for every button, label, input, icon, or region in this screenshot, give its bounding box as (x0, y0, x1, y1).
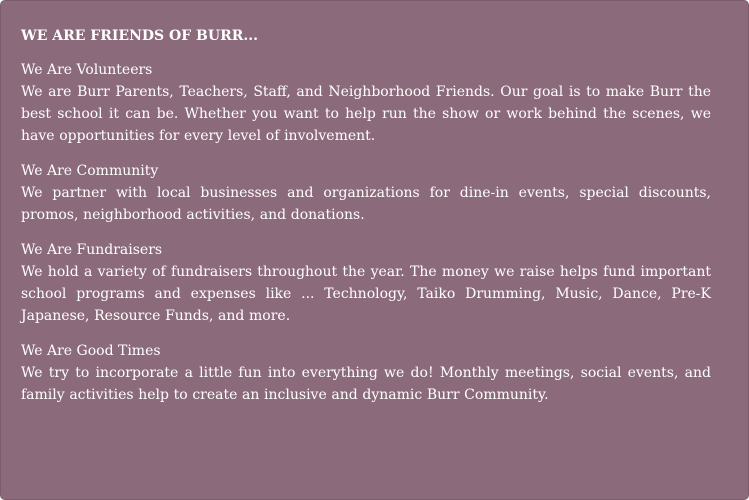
section-good-times (21, 341, 711, 406)
section-title-volunteers: We Are Volunteers (21, 62, 153, 78)
page-heading: WE ARE FRIENDS OF BURR... (21, 28, 258, 44)
section-body-community: We partner with local businesses and organizations for dine-in events, special discounts, promos, neighborhood activities, and donations. (21, 185, 711, 223)
section-title-community: We Are Community (21, 163, 159, 179)
section-fundraisers (21, 240, 711, 327)
section-volunteers (21, 60, 711, 147)
section-body-fundraisers: We hold a variety of fundraisers throughout the year. The money we raise helps fund important school programs and expenses like ... Technology, Taiko Drumming, Music, Dance, Pre-K Japanese, Resource Funds, and more. (21, 264, 711, 324)
section-title-fundraisers: We Are Fundraisers (21, 242, 163, 258)
section-body-volunteers: We are Burr Parents, Teachers, Staff, and Neighborhood Friends. Our goal is to make Burr the best school it can be. Whether you want to help run the show or work behind the scenes, we have opportunities for every level of involvement. (21, 84, 711, 144)
section-title-good-times: We Are Good Times (21, 343, 161, 359)
section-community (21, 161, 711, 226)
section-body-good-times: We try to incorporate a little fun into everything we do! Monthly meetings, social events, and family activities help to create an inclusive and dynamic Burr Community. (21, 365, 711, 403)
